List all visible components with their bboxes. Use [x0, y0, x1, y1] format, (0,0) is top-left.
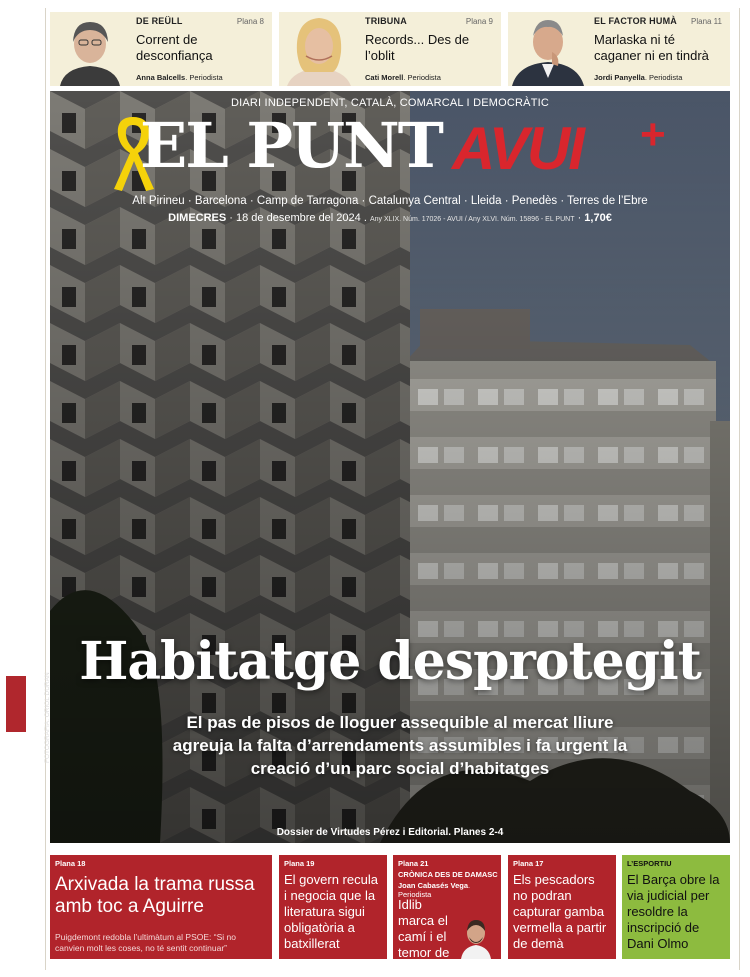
- teaser-factor-huma[interactable]: [508, 12, 730, 86]
- page-ref: Plana 11: [691, 17, 722, 26]
- author-photo: [508, 12, 588, 86]
- story-title: El Barça obre la via judicial per resoldre la inscripció de Dani Olmo: [627, 872, 720, 951]
- author-role: Periodista: [649, 73, 683, 82]
- byline: Joan Cabasés Vega. Periodista: [398, 881, 471, 899]
- side-tab: [6, 676, 26, 732]
- dossier-ref: Dossier de Virtudes Pérez i Editorial. Planes 2-4: [276, 827, 504, 838]
- lead-subtitle: El pas de pisos de lloguer assequible al mercat lliure agreuja la falta d’arrendaments assumibles i fa urgent la creació d’un parc social d’habitatges: [172, 713, 628, 778]
- byline: Cati Morell. Periodista: [365, 73, 441, 82]
- section-label: EL FACTOR HUMÀ: [594, 16, 677, 26]
- byline: Anna Balcells. Periodista: [136, 73, 223, 82]
- weekday: DIMECRES: [168, 212, 227, 224]
- story-desc: Puigdemont redobla l’ultimàtum al PSOE: “Si no canvien molt les coses, no té sentit continuar”: [55, 932, 236, 953]
- story-title: El govern recula i negocia que la literatura sigui obligatòria a batxillerat: [284, 872, 378, 951]
- story-box-damasc[interactable]: [393, 855, 501, 976]
- story-title: Idlib marca el camí i el temor de Síria: [398, 897, 450, 976]
- page-ref: Plana 18: [55, 859, 86, 868]
- logo-avui: AVUI: [452, 115, 583, 182]
- regions-list: Alt Pirineu · Barcelona · Camp de Tarragona · Catalunya Central · Lleida · Penedès · Terres de l’Ebre: [132, 195, 648, 207]
- page-ref: Plana 19: [284, 859, 315, 868]
- author-name: Jordi Panyella: [594, 73, 645, 82]
- author-name: Joan Cabasés Vega: [398, 881, 469, 890]
- section-label: TRIBUNA: [365, 16, 407, 26]
- teaser-tribuna[interactable]: [279, 12, 501, 86]
- teaser-headline: Records... Des de l’oblit: [365, 32, 470, 63]
- date: 18 de desembre del 2024: [236, 212, 361, 224]
- page-ref: Plana 21: [398, 859, 429, 868]
- story-box-esportiu[interactable]: [622, 855, 730, 959]
- page-ref: Plana 17: [513, 859, 544, 868]
- logo-el-punt: EL PUNT: [140, 109, 442, 182]
- dateline: DIMECRES · 18 de desembre del 2024 . Any XLIX. Núm. 17026 - AVUI / Any XLVI. Núm. 15896 - EL PUNT · 1,70€: [168, 212, 612, 224]
- teaser-headline: Corrent de desconfiança: [136, 32, 213, 63]
- story-box-literatura[interactable]: [279, 855, 387, 959]
- author-name: Cati Morell: [365, 73, 404, 82]
- author-photo: [279, 12, 359, 86]
- teaser-headline: Marlaska ni té caganer ni en tindrà: [594, 32, 709, 63]
- story-kicker: CRÒNICA DES DE DAMASC: [398, 870, 498, 879]
- section-label: DE REÜLL: [136, 16, 183, 26]
- author-role: Periodista: [398, 890, 432, 899]
- logo-plus: +: [640, 110, 666, 159]
- story-title: Arxivada la trama russa amb toc a Aguirre: [55, 874, 255, 917]
- issue-info: Any XLIX. Núm. 17026 - AVUI / Any XLVI. Núm. 15896 - EL PUNT: [369, 216, 575, 223]
- author-name: Anna Balcells: [136, 73, 186, 82]
- page-ref: Plana 9: [465, 17, 493, 26]
- story-title: Els pescadors no podran capturar gamba vermella a partir de demà: [513, 872, 607, 951]
- section-label: L’ESPORTIU: [627, 859, 672, 868]
- author-role: Periodista: [407, 73, 441, 82]
- cover-photo-area[interactable]: [44, 91, 730, 843]
- story-box-pescadors[interactable]: [508, 855, 616, 959]
- photo-credit: FOTOGRAFIA: ORIOL DURAN: [44, 672, 51, 763]
- page-ref: Plana 8: [236, 17, 264, 26]
- author-role: Periodista: [189, 73, 223, 82]
- tagline: DIARI INDEPENDENT, CATALÀ, COMARCAL I DEMOCRÀTIC: [230, 97, 550, 109]
- author-photo: [50, 12, 130, 86]
- story-box-trama-russa[interactable]: [50, 855, 272, 959]
- byline: Jordi Panyella. Periodista: [594, 73, 683, 82]
- lead-headline[interactable]: Habitatge desprotegit: [79, 631, 701, 692]
- teaser-de-reull[interactable]: [50, 12, 272, 86]
- author-photo: [459, 915, 493, 959]
- price: 1,70€: [584, 212, 612, 224]
